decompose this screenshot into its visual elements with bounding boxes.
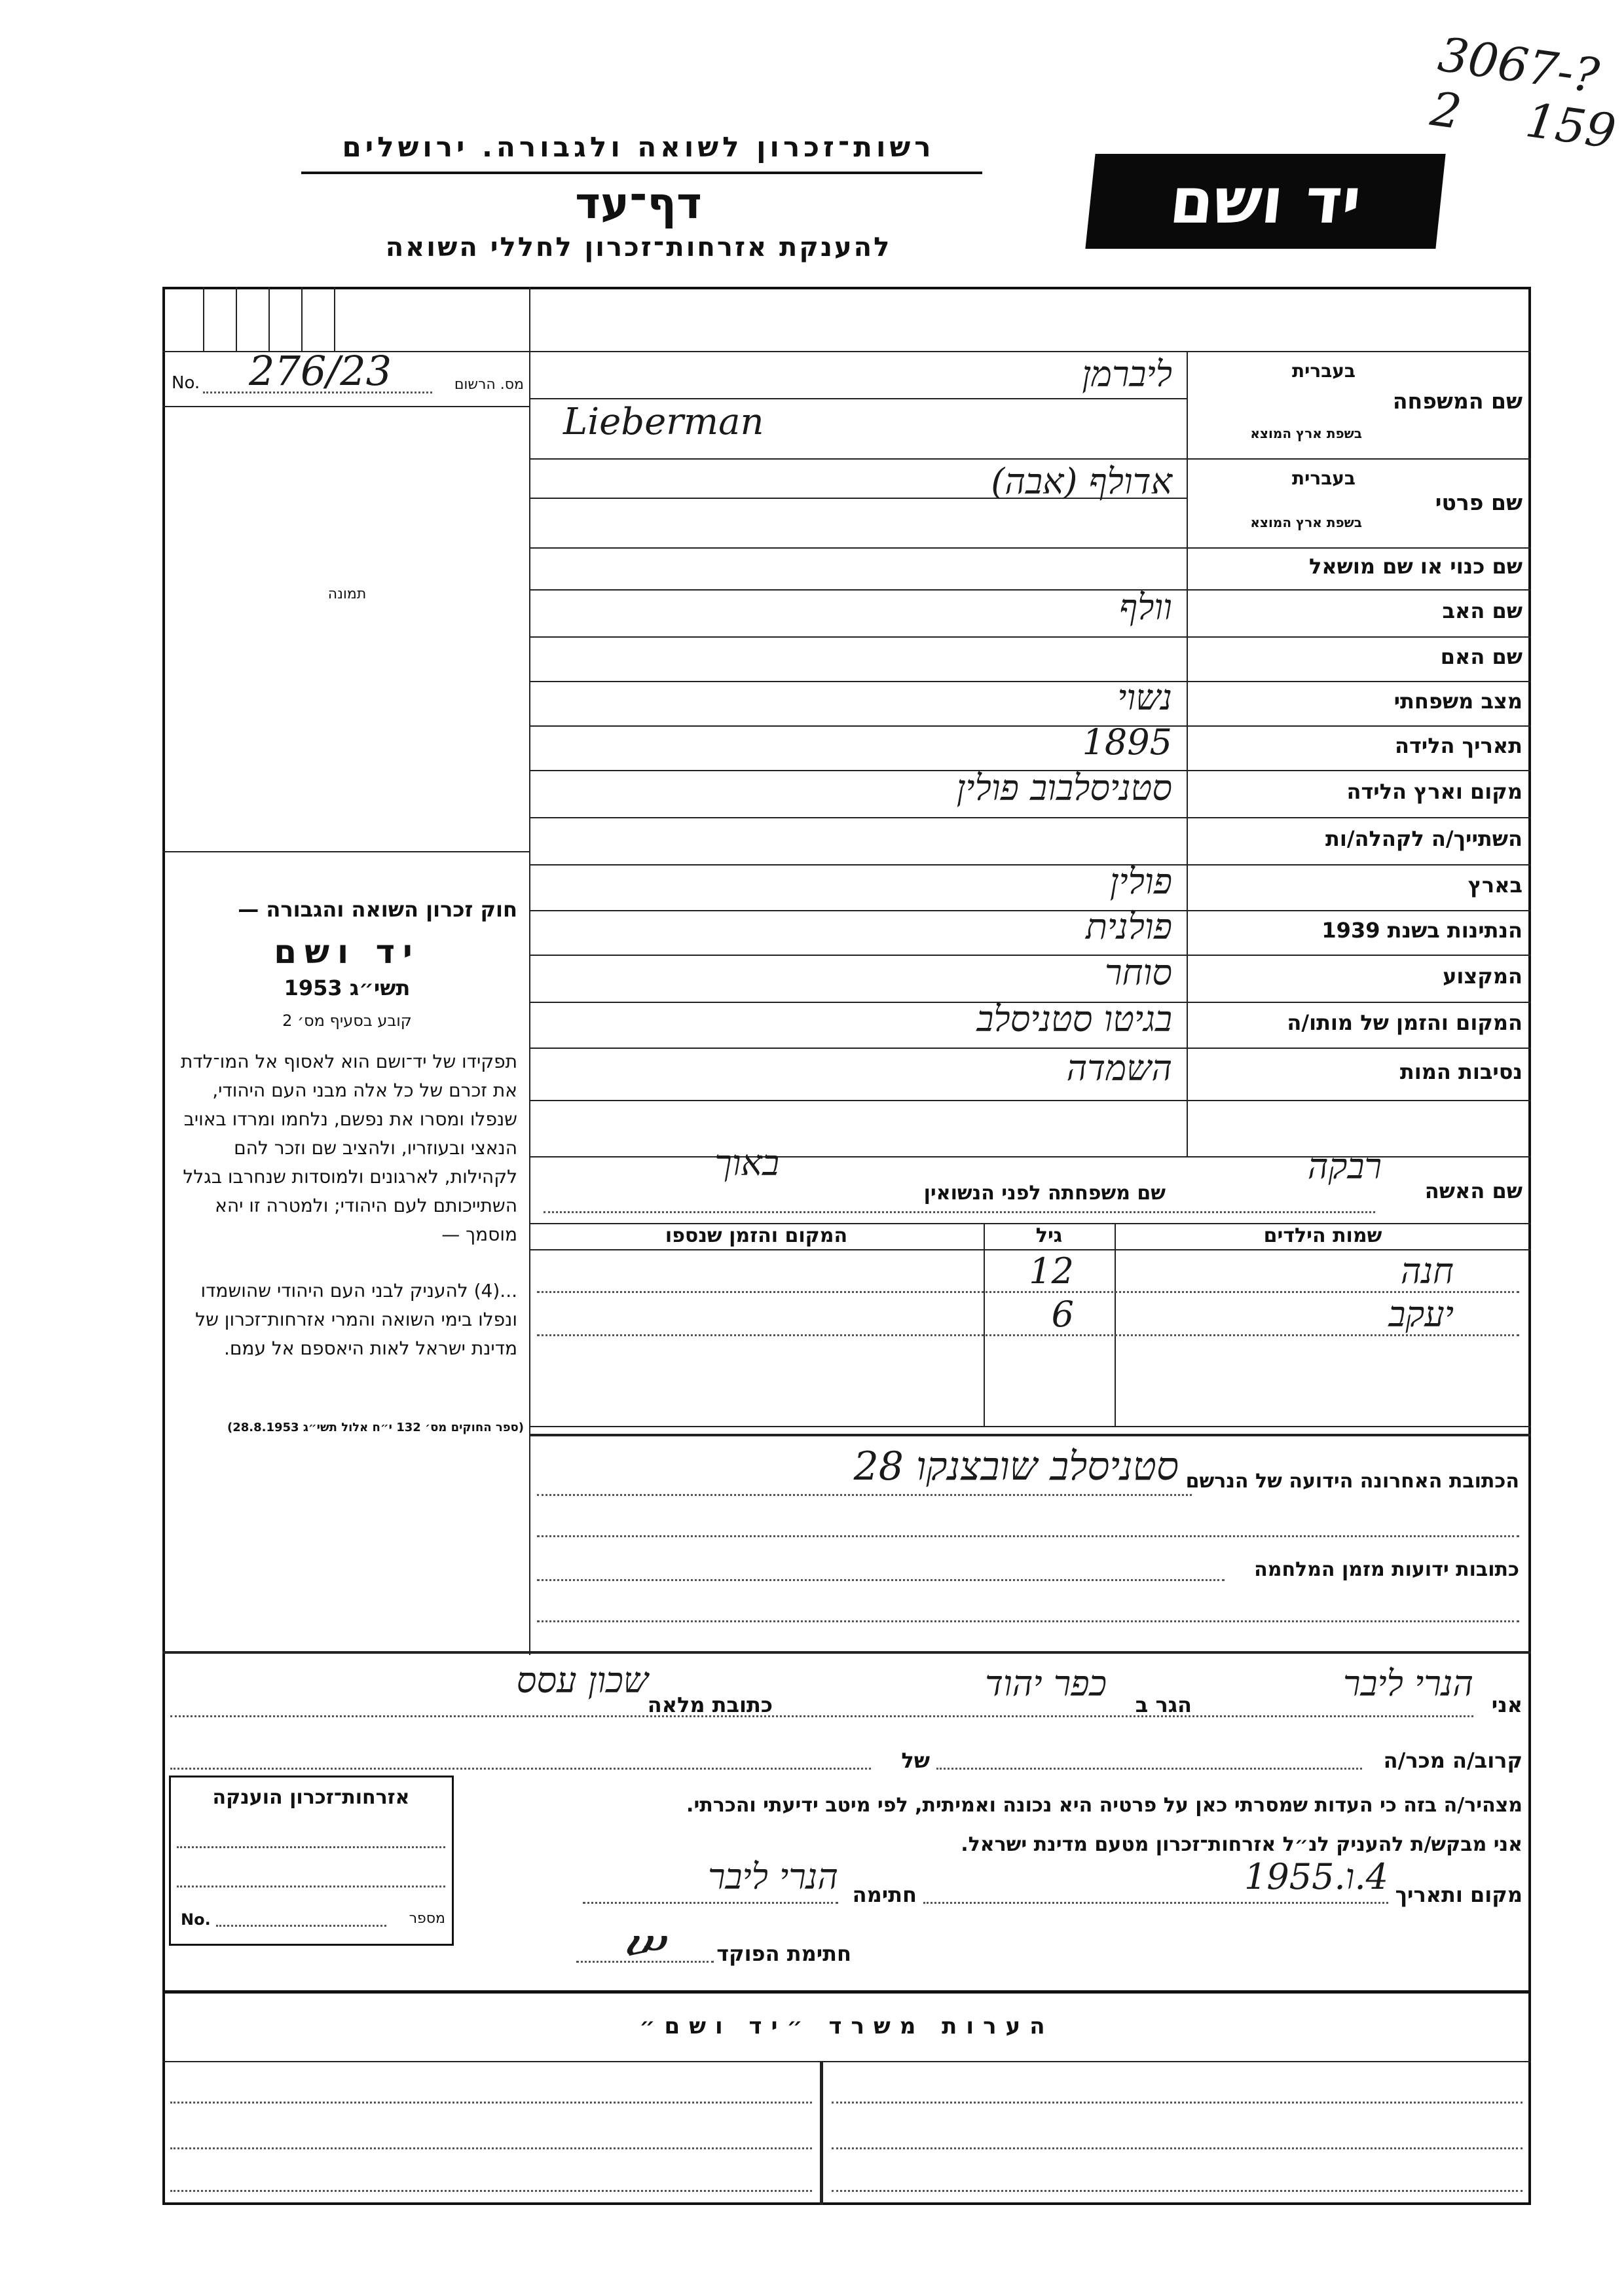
- yad-vashem-logo: [1085, 154, 1445, 249]
- field-row-divider: [529, 1100, 1531, 1101]
- field-label: מצב משפחתי: [1393, 689, 1522, 714]
- wife-maiden-label: שם משפחתה לפני הנשואין: [923, 1182, 1166, 1205]
- field-value: ליברמן: [1082, 354, 1172, 395]
- law-clause: קובע בסעיף מס׳ 2: [282, 1011, 412, 1030]
- child-row-dotline: [537, 1291, 1519, 1293]
- archive-number: 3067-?2: [1427, 26, 1602, 140]
- field-sublabel-hebrew: בעברית: [1291, 360, 1356, 382]
- field-label: תאריך הלידה: [1394, 733, 1522, 758]
- ruler-tick: [334, 287, 335, 351]
- registration-label-en: No.: [172, 373, 200, 393]
- field-sublabel-origin: בשפת ארץ המוצא: [1250, 426, 1362, 441]
- field-value: נשוי: [1117, 677, 1172, 718]
- children-bottom: [529, 1426, 1531, 1427]
- child-name: יעקב: [1388, 1294, 1454, 1335]
- address-top: [529, 1434, 1531, 1436]
- field-label: הנתינות בשנת 1939: [1321, 918, 1522, 943]
- left-column-divider: [529, 287, 530, 1655]
- wife-value: רבקה: [1307, 1146, 1382, 1187]
- ruler-tick: [301, 287, 303, 351]
- declaration-signature-value: הנרי ליבר: [707, 1856, 838, 1897]
- war-address-label: כתובות ידועות מזמן המלחמה: [1254, 1558, 1519, 1581]
- declaration-of-dotline: [170, 1768, 871, 1770]
- declaration-place-date-dotline: [923, 1902, 1388, 1904]
- last-address-value: סטניסלב שובצנקו 28: [853, 1444, 1179, 1489]
- office-notes-dotline-5: [170, 2190, 812, 2192]
- child-age: 12: [1029, 1250, 1074, 1292]
- field-value: סטניסלבוב פולין: [956, 767, 1172, 809]
- field-label: מקום וארץ הלידה: [1346, 779, 1522, 804]
- stamp-box-dotline-2: [177, 1886, 445, 1887]
- field-label: שם פרטי: [1435, 489, 1522, 515]
- field-label: שם המשפחה: [1392, 388, 1522, 414]
- declaration-i-label: אני: [1491, 1692, 1522, 1717]
- last-address-dotline: [537, 1494, 1192, 1496]
- registration-divider: [162, 406, 529, 407]
- field-row-divider: [529, 458, 1531, 460]
- wife-dotline: [544, 1211, 1375, 1213]
- child-name: חנה: [1400, 1250, 1454, 1292]
- law-title: חוק זכרון השואה והגבורה —: [238, 897, 517, 922]
- field-row-divider: [529, 817, 1531, 818]
- registration-label-he: מס. הרשום: [454, 376, 524, 393]
- address-extra-dotline: [537, 1535, 1519, 1537]
- archive-sub-number: 159: [1522, 92, 1619, 160]
- child-age: 6: [1051, 1294, 1074, 1335]
- office-notes-title: הערות משרד ״יד ושם״: [639, 2013, 1054, 2039]
- declaration-statement-1: מצהיר/ה בזה כי העדות שמסרתי כאן על פרטיה היא נכונה ואמיתית, לפי מיטב ידיעתי והכרתי.: [686, 1794, 1522, 1817]
- label-column-divider: [1187, 351, 1188, 1156]
- officer-signature-dotline: [576, 1961, 714, 1963]
- registration-number: 276/23: [249, 347, 392, 395]
- declaration-statement-2: אני מבקש/ת להעניק לנ״ל אזרחות־זכרון מטעם מדינת ישראל.: [961, 1833, 1522, 1856]
- stamp-box-title: אזרחות־זכרון הוענקה: [212, 1786, 410, 1809]
- declaration-place-date-label: מקום ותאריך: [1395, 1882, 1522, 1907]
- wife-maiden-value: באוך: [714, 1142, 779, 1184]
- declaration-resides-label: הגר ב: [1135, 1692, 1192, 1717]
- field-label: השתייך/ה לקהלה/ות: [1325, 826, 1522, 851]
- declaration-top: [162, 1651, 1531, 1654]
- field-value: 1895: [1082, 721, 1172, 763]
- wife-label: שם האשה: [1424, 1178, 1522, 1203]
- law-name: יד ושם: [274, 933, 420, 971]
- law-year: תשי״ג 1953: [284, 975, 411, 1000]
- field-row-divider: [529, 547, 1531, 549]
- office-notes-dotline-1: [170, 2102, 812, 2104]
- field-value: פולין: [1109, 861, 1172, 902]
- field-label: שם כנוי או שם מושאל: [1308, 554, 1522, 579]
- ruler-tick: [203, 287, 204, 351]
- war-address-dotline: [537, 1579, 1225, 1581]
- field-sublabel-origin: בשפת ארץ המוצא: [1250, 515, 1362, 530]
- children-col-divider-1: [1115, 1223, 1116, 1426]
- field-value: וולף: [1119, 587, 1172, 628]
- declaration-i-dotline: [170, 1715, 1473, 1717]
- field-label: המקצוע: [1443, 964, 1522, 989]
- field-sublabel-hebrew: בעברית: [1291, 467, 1356, 489]
- declaration-i-value: הנרי ליבר: [1342, 1663, 1473, 1704]
- logo-text: יד ושם: [1166, 164, 1365, 238]
- field-value: סוחר: [1104, 952, 1172, 993]
- office-notes-divider: [820, 2061, 823, 2205]
- declaration-place-date-value: 4.ו.1955: [1244, 1856, 1388, 1897]
- office-notes-dotline-2: [832, 2102, 1522, 2104]
- field-label: המקום והזמן של מותו/ה: [1287, 1010, 1522, 1035]
- photo-label: תמונה: [327, 586, 367, 602]
- field-label: בארץ: [1467, 873, 1522, 898]
- war-address-dotline-2: [537, 1620, 1519, 1622]
- declaration-resides-value: כפר יהוד: [985, 1663, 1107, 1704]
- declaration-full-address-label: כתובת מלאה: [647, 1692, 773, 1717]
- field-value: בגיטו סטניסלב: [976, 998, 1172, 1040]
- office-notes-dotline-3: [170, 2147, 812, 2149]
- stamp-box-dotline-1: [177, 1846, 445, 1848]
- authority-underline: [301, 172, 982, 174]
- last-address-label: הכתובת האחרונה הידועה של הנרשם: [1185, 1470, 1519, 1493]
- field-label: שם האם: [1440, 644, 1522, 669]
- declaration-relative-label: קרוב/ה מכר/ה: [1383, 1748, 1522, 1773]
- children-header-age: גיל: [1035, 1224, 1063, 1247]
- field-value-latin: Lieberman: [563, 401, 764, 443]
- children-col-divider-2: [984, 1223, 985, 1426]
- law-para-2: ...(4) להעניק לבני העם היהודי שהושמדו ונפלו בימי השואה והמרי אזרחות־זכרון של מדינת ישראל לאות היאספם אל עמם.: [195, 1280, 517, 1359]
- office-notes-dotline-6: [832, 2190, 1522, 2192]
- stamp-box-no-dotline: [216, 1925, 386, 1927]
- ruler-tick: [268, 287, 270, 351]
- photo-area-bottom: [162, 851, 529, 852]
- officer-signature: ሠ: [622, 1912, 665, 1973]
- field-label: נסיבות המות: [1399, 1059, 1522, 1084]
- law-para-1: תפקידו של יד־ושם הוא לאסוף אל המו־לדת את זכרם של כל אלה מבני העם היהודי, שנפלו ומסרו את נפשם, נלחמו ומרדו באויב הנאצי ובעוזריו, ולהציב שם וזכר להם לקהילות, לארגונים ולמוסדות שנחרבו בגלל השתייכותם לעם היהודי; ולמטרה זו יהא מוסמך —: [180, 1051, 517, 1245]
- field-label: שם האב: [1442, 598, 1522, 623]
- form-title: דף־עד: [575, 178, 702, 228]
- children-header-place: המקום והזמן שנספו: [665, 1224, 848, 1247]
- authority-title: רשות־זכרון לשואה ולגבורה. ירושלים: [342, 131, 935, 163]
- field-value: השמדה: [1066, 1048, 1172, 1089]
- stamp-box-no-label: No.: [181, 1910, 211, 1929]
- field-value: אדולף (אבה): [991, 461, 1172, 502]
- declaration-relative-dotline: [936, 1768, 1362, 1770]
- child-row-dotline: [537, 1334, 1519, 1336]
- law-citation: (ספר החוקים מס׳ 132 י״ח אלול תשי״ג 28.8.1953): [227, 1421, 524, 1434]
- children-header-names: שמות הילדים: [1263, 1224, 1382, 1247]
- ruler-tick: [236, 287, 237, 351]
- field-row-divider: [529, 636, 1531, 638]
- office-notes-top: [162, 1990, 1531, 1994]
- office-notes-line: [162, 2061, 1531, 2062]
- stamp-box-no-he: מספר: [409, 1910, 445, 1927]
- declaration-full-address-value: שכון עסס: [516, 1660, 648, 1701]
- office-notes-dotline-4: [832, 2147, 1522, 2149]
- form-subtitle: להענקת אזרחות־זכרון לחללי השואה: [385, 232, 892, 263]
- declaration-of-label: של: [901, 1748, 930, 1773]
- declaration-signature-label: חתימה: [852, 1882, 917, 1907]
- officer-signature-label: חתימת הפוקד: [716, 1941, 851, 1966]
- declaration-signature-dotline: [583, 1902, 838, 1904]
- field-inner-divider: [529, 398, 1187, 399]
- field-value: פולנית: [1085, 906, 1172, 947]
